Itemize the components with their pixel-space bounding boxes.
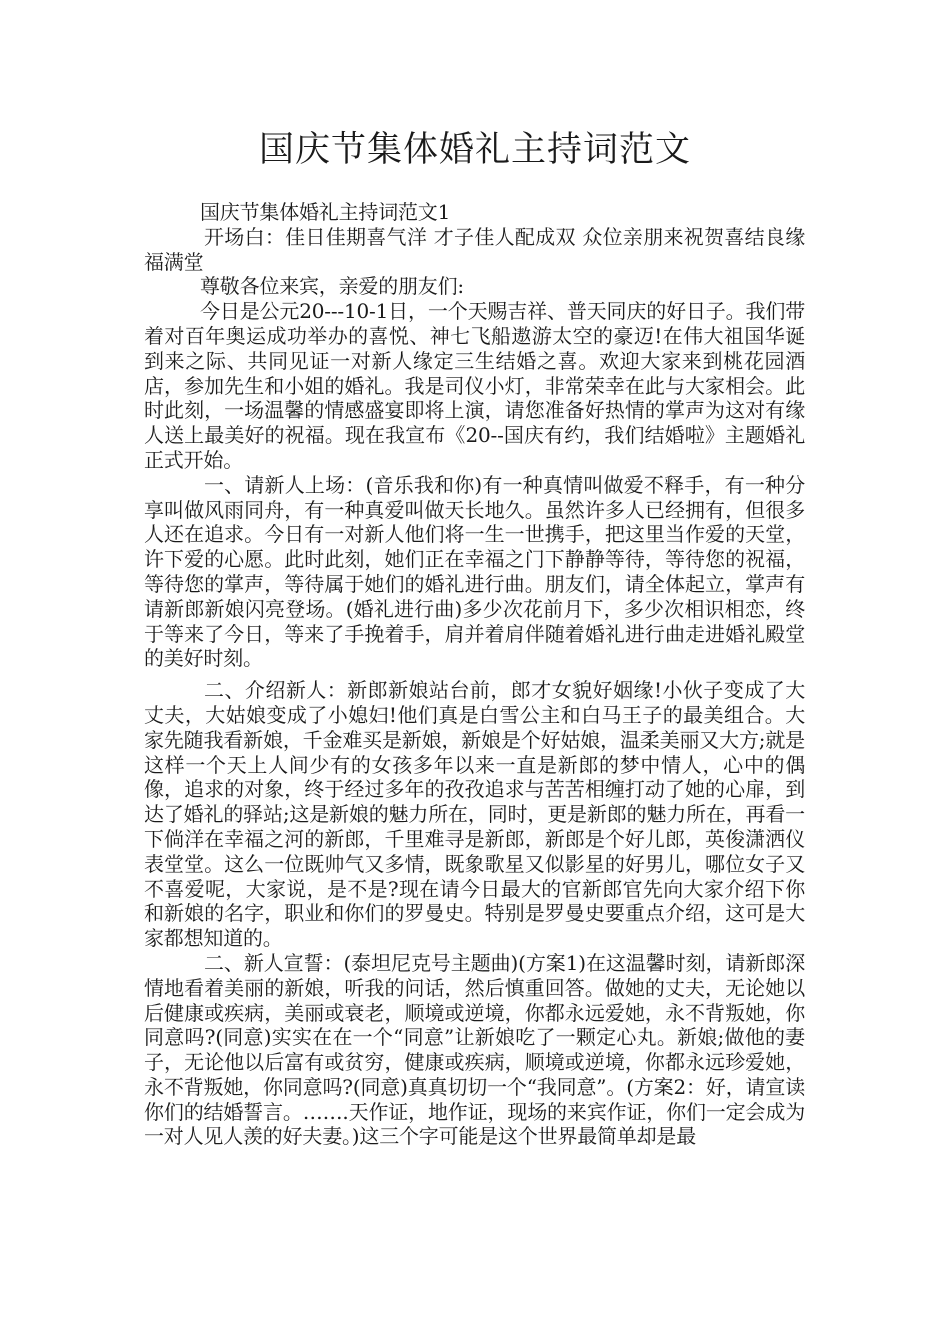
paragraph-introduction: 二、介绍新人：新郎新娘站台前，郎才女貌好姻缘!小伙子变成了大丈夫，大姑娘变成了小媳妇!他们真是白雪公主和白马王子的最美组合。大家先随我看新娘，千金难买是新娘，新娘是个好姑娘，温柔美丽又大方;就是这样一个天上人间少有的女孩多年以来一直是新郎的梦中情人，心中的偶像，追求的对象，终于经过多年的孜孜追求与苦苦相缠打动了她的心扉，到达了婚礼的驿站;这是新娘的魅力所在，同时，更是新郎的魅力所在，再看一下倘洋在幸福之河的新郎，千里难寻是新郎，新郎是个好儿郎，英俊潇洒仪表堂堂。这么一位既帅气又多情，既象歌星又似影星的好男儿，哪位女子又不喜爱呢，大家说，是不是?现在请今日最大的官新郎官先向大家介绍下你和新娘的名字，职业和你们的罗曼史。特别是罗曼史要重点介绍，这可是大家都想知道的。 bbox=[144, 678, 805, 951]
paragraph-vows: 二、新人宣誓：(泰坦尼克号主题曲)(方案1)在这温馨时刻，请新郎深情地看着美丽的新娘，听我的问话，然后慎重回答。做她的丈夫，无论她以后健康或疾病，美丽或衰老，顺境或逆境，你都永远爱她，永不背叛她，你同意吗?(同意)实实在在一个“同意”让新娘吃了一颗定心丸。新娘;做他的妻子，无论他以后富有或贫穷，健康或疾病，顺境或逆境，你都永远珍爱她，永不背叛她，你同意吗?(同意)真真切切一个“我同意”。(方案2：好，请宣读你们的结婚誓言。…….天作证，地作证，现场的来宾作证，你们一定会成为一对人见人羡的好夫妻。)这三个字可能是这个世界最简单却是最 bbox=[144, 950, 805, 1149]
paragraph-entrance: 一、请新人上场：(音乐我和你)有一种真情叫做爱不释手，有一种分享叫做风雨同舟，有一种真爱叫做天长地久。虽然许多人已经拥有，但很多人还在追求。今日有一对新人他们将一生一世携手，把这里当作爱的天堂，许下爱的心愿。此时此刻，她们正在幸福之门下静静等待，等待您的祝福，等待您的掌声，等待属于她们的婚礼进行曲。朋友们，请全体起立，掌声有请新郎新娘闪亮登场。(婚礼进行曲)多少次花前月下，多少次相识相恋，终于等来了今日，等来了手挽着手，肩并着肩伴随着婚礼进行曲走进婚礼殿堂的美好时刻。 bbox=[144, 472, 805, 671]
document-body bbox=[144, 200, 805, 1149]
opening-verse: 开场白：佳日佳期喜气洋 才子佳人配成双 众位亲朋来祝贺喜结良缘福满堂 bbox=[144, 224, 805, 274]
section-heading: 国庆节集体婚礼主持词范文1 bbox=[200, 200, 451, 224]
paragraph-opening: 今日是公元20---10-1日，一个天赐吉祥、普天同庆的好日子。我们带着对百年奥运成功举办的喜悦、神七飞船遨游太空的豪迈!在伟大祖国华诞到来之际、共同见证一对新人缘定三生结婚之喜。欢迎大家来到桃花园酒店，参加先生和小姐的婚礼。我是司仪小灯，非常荣幸在此与大家相会。此时此刻，一场温馨的情感盛宴即将上演，请您准备好热情的掌声为这对有缘人送上最美好的祝福。现在我宣布《20--国庆有约，我们结婚啦》主题婚礼正式开始。 bbox=[144, 299, 805, 472]
greeting: 尊敬各位来宾，亲爱的朋友们: bbox=[200, 274, 464, 299]
document-title: 国庆节集体婚礼主持词范文 bbox=[258, 130, 691, 170]
